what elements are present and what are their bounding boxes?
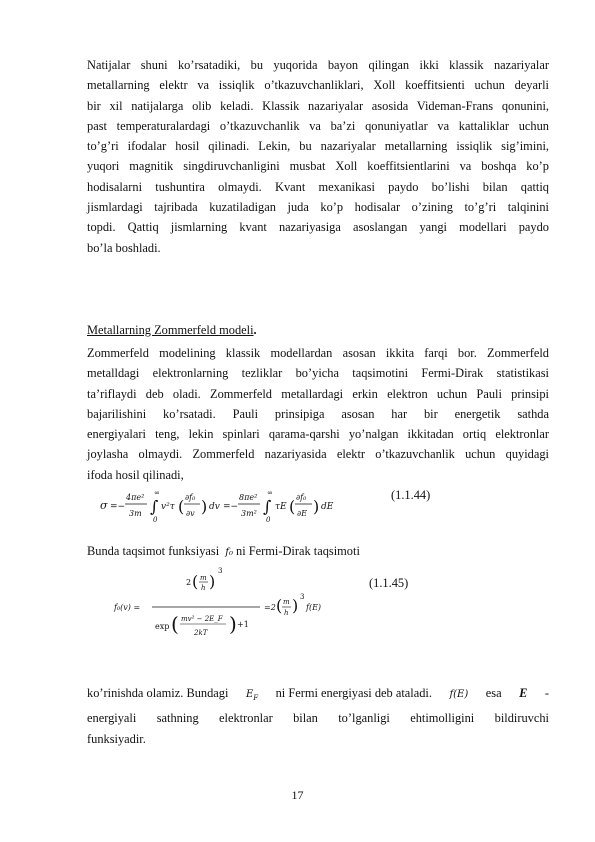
svg-text:): ) xyxy=(313,497,320,516)
symbol-e: E xyxy=(519,686,528,700)
svg-text:8πe²: 8πe² xyxy=(239,493,258,502)
svg-text:3m: 3m xyxy=(129,509,142,518)
text-line: topdi. Qattiq jismlarning kvant nazariyasiga asoslangan yangi modellari paydo xyxy=(87,220,549,235)
svg-text:3: 3 xyxy=(218,567,223,575)
text-line: bo’la boshladi. xyxy=(87,240,161,255)
section-heading-text: Metallarning Zommerfeld modeli xyxy=(87,323,254,337)
svg-text:0: 0 xyxy=(266,516,271,524)
svg-text:4πe²: 4πe² xyxy=(126,493,145,502)
svg-text:+1: +1 xyxy=(237,620,249,629)
symbol-f-of-e: f(E) xyxy=(449,689,469,700)
svg-text:dv: dv xyxy=(209,502,220,512)
svg-text:dE: dE xyxy=(321,502,334,512)
svg-text:3: 3 xyxy=(300,593,305,601)
svg-text:2kT: 2kT xyxy=(194,629,208,637)
text-fragment: ni Fermi-Dirak taqsimoti xyxy=(236,544,360,558)
svg-text:=2: =2 xyxy=(264,603,276,612)
svg-text:): ) xyxy=(209,572,216,591)
text-line: past temperaturalardagi o’tkazuvchanlik va ba’zi qonuniyatlar va kattaliklar uchun xyxy=(87,118,549,133)
svg-text:mv² − 2E_F: mv² − 2E_F xyxy=(181,615,223,623)
svg-text:∞: ∞ xyxy=(154,489,160,497)
section-heading-period: . xyxy=(253,323,257,337)
svg-text:∞: ∞ xyxy=(267,489,273,497)
svg-text:2: 2 xyxy=(186,578,192,587)
svg-text:f(E): f(E) xyxy=(306,603,322,612)
text-line: energiyali sathning elektronlar bilan to’lganligi ehtimolligini bildiruvchi xyxy=(87,711,549,726)
svg-text:∫: ∫ xyxy=(150,497,159,516)
svg-text:exp: exp xyxy=(155,622,170,631)
equation-number-1-1-45: (1.1.45) xyxy=(369,576,409,590)
svg-text:h: h xyxy=(284,609,289,617)
text-line: ta’riflaydi deb oladi. Zommerfeld metallardagi erkin elektron uchun Pauli prinsipi xyxy=(87,386,549,401)
svg-text:∂f₀: ∂f₀ xyxy=(185,493,196,502)
svg-text:f₀(v) =: f₀(v) = xyxy=(114,603,141,612)
svg-text:=−: =− xyxy=(223,502,239,512)
section-heading xyxy=(87,323,257,338)
svg-text:τE: τE xyxy=(275,502,287,512)
text-line: joylasha olmaydi. Zommerfeld nazariyasida elektr o’tkazuvchanlik uchun quyidagi xyxy=(87,447,549,462)
text-line: jismlardagi tajribada kuzatiladigan juda ko’p hodisalar o’zining to’g’ri talqinini xyxy=(87,200,549,215)
symbol-f0: f₀ xyxy=(225,547,233,558)
symbol-fermi-energy: $E_F$ xyxy=(245,689,259,702)
svg-text:): ) xyxy=(229,612,237,636)
text-line xyxy=(87,683,549,708)
text-line: yuqori magnitik singdiruvchanligini musbat Xoll koeffitsientlarini va boshqa ko’p xyxy=(87,159,549,174)
svg-text:3m²: 3m² xyxy=(241,509,257,518)
text-line-distribution xyxy=(87,541,549,563)
svg-text:m: m xyxy=(200,574,207,582)
equation-number-1-1-44: (1.1.44) xyxy=(391,488,431,502)
svg-text:(: ( xyxy=(289,497,296,516)
text-line: ifoda hosil qilinadi, xyxy=(87,467,184,482)
text-fragment: - xyxy=(544,686,549,700)
svg-text:0: 0 xyxy=(153,516,158,524)
equation-1-1-45 xyxy=(114,565,334,645)
text-line: energiyalari teng, lekin spinlari qarama-qarshi yo’nalgan ikkitadan ortiq elektronlar xyxy=(87,427,549,442)
svg-text:∫: ∫ xyxy=(263,497,272,516)
svg-text:∂E: ∂E xyxy=(297,509,307,518)
text-line: metallarning elektr va issiqlik o’tkazuvchanliklari, Xoll koeffitsienti uchun deyarli xyxy=(87,78,549,93)
text-line: metalldagi elektronlarning tezliklar bo’yicha taqsimotini Fermi-Dirak statistikasi xyxy=(87,366,549,381)
text-line: Zommerfeld modelining klassik modellardan asosan ikkita farqi bor. Zommerfeld xyxy=(87,346,549,360)
svg-text:=−: =− xyxy=(110,502,126,512)
svg-text:∂f₀: ∂f₀ xyxy=(296,493,307,502)
text-fragment: ko’rinishda olamiz. Bundagi xyxy=(87,686,229,700)
svg-text:∂v: ∂v xyxy=(186,509,195,518)
paragraph-intro xyxy=(87,55,549,258)
svg-text:): ) xyxy=(292,596,299,615)
text-fragment: esa xyxy=(485,686,502,700)
paragraph-sommerfeld xyxy=(87,343,549,485)
equation-1-1-44 xyxy=(98,485,358,525)
page-number: 17 xyxy=(291,788,304,802)
text-fragment: Bunda taqsimot funksiyasi xyxy=(87,544,220,558)
svg-text:m: m xyxy=(283,598,290,606)
text-line: bir xil natijalarga olib keladi. Klassik nazariyalar asosida Videman-Frans qonunini, xyxy=(87,98,549,113)
text-line: funksiyadir. xyxy=(87,731,146,746)
text-line: Natijalar shuni ko’rsatadiki, bu yuqorida bayon qilingan ikki klassik nazariyalar xyxy=(87,58,549,72)
svg-text:(: ( xyxy=(276,596,283,615)
paragraph-fermi xyxy=(87,683,549,749)
svg-text:(: ( xyxy=(178,497,185,516)
svg-text:(: ( xyxy=(171,612,179,636)
text-line: bajarilishini ko’rsatadi. Pauli prinsipiga asosan har bir energetik sathda xyxy=(87,406,549,421)
text-line: to’g’ri ifodalar hosil qilinadi. Lekin, bu nazariyalar metallarning issiqlik sig’imini, xyxy=(87,139,549,154)
svg-text:v²τ: v²τ xyxy=(161,502,175,512)
svg-text:h: h xyxy=(201,584,206,592)
text-line: hodisalarni tushuntira olmaydi. Kvant mexanikasi paydo bo’lishi bilan qattiq xyxy=(87,179,549,194)
svg-text:(: ( xyxy=(192,572,199,591)
text-fragment: ni Fermi energiyasi deb ataladi. xyxy=(275,686,432,700)
svg-text:σ: σ xyxy=(100,499,108,512)
svg-text:): ) xyxy=(201,497,208,516)
